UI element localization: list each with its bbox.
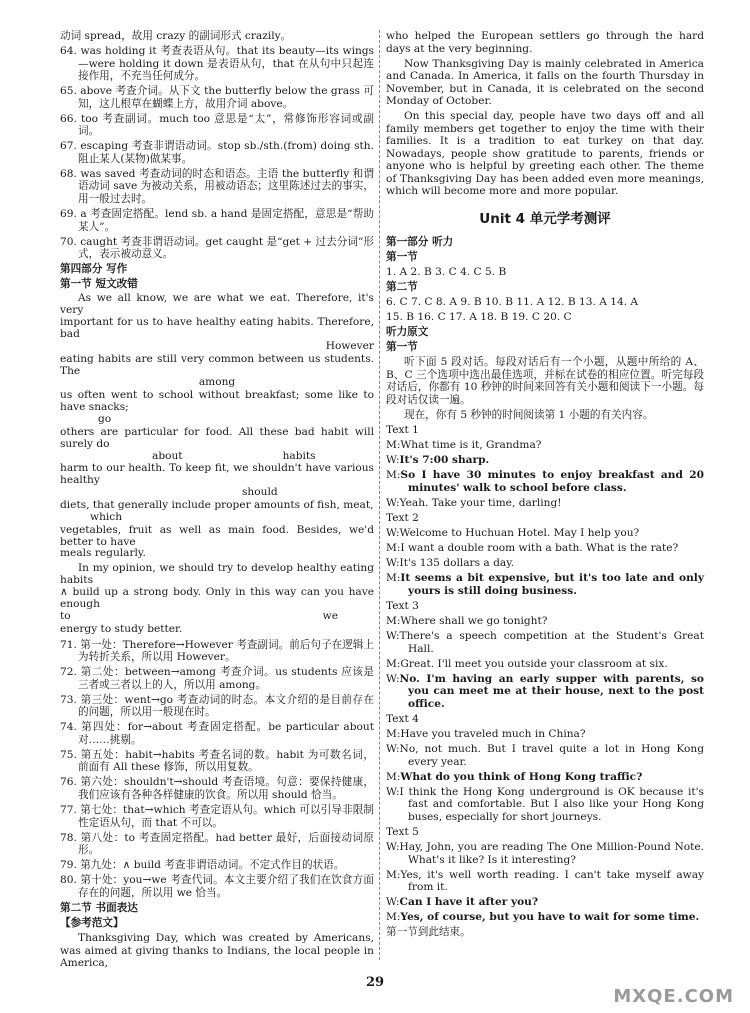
dialog-line: [386, 869, 704, 894]
speaker-label: M:: [386, 770, 401, 783]
speaker-label: W:: [386, 454, 400, 467]
speaker-label: W:: [386, 557, 400, 570]
dialog-line: [386, 542, 704, 555]
answer-65: 65. above 考查介词。从下文 the butterfly below the grass 可知，这儿根草在蝴蝶上方，故用介词 above。: [60, 85, 374, 110]
speaker-label: M:: [386, 657, 401, 670]
dialog-line: [386, 658, 704, 671]
answer-64: 64. was holding it 考查表语从句。that its beauty—its wings—were holding it down 是表语从句，that 在从句中只起连接作用，不充当任何成分。: [60, 45, 374, 83]
left-column: [60, 30, 374, 972]
dialog-line: [386, 557, 704, 570]
correction-mark: we: [322, 609, 338, 622]
section1-heading: 第一节 短文改错: [60, 278, 138, 291]
answer-68: 68. was saved 考查动词的时态和语态。主语 the butterfly 和谓语动词 save 为被动关系，用被动语态；这里陈述过去的事实，用一般过去时。: [60, 167, 374, 205]
essay-row: vegetables, fruit as well as main food. Besides, we'd better to have: [60, 523, 374, 548]
correction-mark: to: [60, 609, 71, 622]
text-label: Text 3: [386, 599, 419, 612]
essay-row: harm to our health. To keep fit, we shouldn't have various healthy: [60, 462, 374, 487]
section2-heading: 第二节: [386, 280, 418, 293]
essay-row: meals regularly.: [60, 547, 146, 560]
answer-74: 74. 第四处：for→about 考查固定搭配。be particular about 对……挑剔。: [60, 721, 374, 746]
answer-72: 72. 第二处：between→among 考查介词。us students 应该是三者或三者以上的人，所以用 among。: [60, 666, 374, 691]
speaker-label: W:: [386, 743, 400, 756]
correction-mark: about: [152, 449, 183, 462]
dialog-text: It's 7:00 sharp.: [399, 454, 490, 467]
dialog-text: Yes, of course, but you have to wait for some time.: [400, 911, 700, 924]
section2-heading: 第二节 书面表达: [60, 901, 138, 914]
section-end: 第一节到此结束。: [386, 926, 471, 939]
dialog-line: [386, 743, 704, 768]
part4-heading: 第四部分 写作: [60, 263, 128, 276]
answer-76: 76. 第六处：shouldn't→should 考查语境。句意：要保持健康，我们应该有各种各样健康的饮食。所以用 should 恰当。: [60, 776, 374, 801]
dialog-line: [386, 911, 704, 924]
dialog-line: [386, 469, 704, 494]
dialog-line: [386, 439, 704, 452]
dialog-line: [386, 673, 704, 711]
unit-title: Unit 4 单元学考测评: [479, 210, 611, 227]
dialog-text: What do you think of Hong Kong traffic?: [400, 770, 643, 783]
dialog-text: I want a double room with a bath. What is the rate?: [400, 542, 679, 555]
dialog-text: Yeah. Take your time, darling!: [399, 496, 562, 509]
correction-mark: However: [325, 339, 374, 352]
answer-71: 71. 第一处：Therefore→However 考查副词。前后句子在逻辑上为转折关系，所以用 However。: [60, 638, 374, 663]
essay-para: who helped the European settlers go through the hard days at the very beginning.: [386, 30, 704, 55]
dialog-line: [386, 896, 704, 909]
text-label: Text 2: [386, 512, 419, 525]
dialog-text: Yes, it's well worth reading. I can't take myself away from it.: [400, 868, 704, 894]
essay-row: diets, that generally include proper amounts of fish, meat,: [60, 499, 374, 512]
speaker-label: W:: [386, 496, 400, 509]
dialog-transcripts: [386, 424, 704, 924]
essay-row: eating habits are still very common between us students. The: [60, 352, 374, 377]
essay-row: In my opinion, we should try to develop healthy eating habits: [60, 562, 374, 587]
correction-mark: habits: [282, 449, 316, 462]
dialog-text: It's 135 dollars a day.: [399, 557, 515, 570]
dialog-line: [386, 786, 704, 824]
dialog-text: No, not much. But I travel quite a lot in Hong Kong every year.: [399, 743, 704, 768]
dialog-line: [386, 728, 704, 741]
instructions: 听下面 5 段对话。每段对话后有一个小题，从题中所给的 A、B、C 三个选项中选出最佳选项，并标在试卷的相应位置。听完每段对话后，你都有 10 秒钟的时间来回答有关小题和阅读下一小题。每段对话仅读一遍。: [386, 356, 704, 406]
dialog-text: Where shall we go tonight?: [400, 615, 548, 628]
essay-para: Now Thanksgiving Day is mainly celebrated in America and Canada. In America, it falls on the fourth Thursday in November, but in Canada, it is celebrated on the second Monday of October.: [386, 57, 704, 108]
answer-75: 75. 第五处：habit→habits 考查名词的数。habit 为可数名词，前面有 All these 修饰，所以用复数。: [60, 748, 374, 774]
speaker-label: M:: [386, 439, 401, 452]
text-label: Text 5: [386, 825, 419, 838]
answer-line: 动词 spread，故用 crazy 的副词形式 crazily。: [60, 30, 292, 42]
dialog-line: [386, 572, 704, 597]
page-number: 29: [365, 975, 385, 990]
speaker-label: M:: [386, 615, 401, 628]
transcript-heading: 听力原文: [386, 326, 429, 339]
dialog-line: [386, 454, 704, 467]
answer-67: 67. escaping 考查非谓语动词。stop sb./sth.(from) doing sth. 阻止某人(某物)做某事。: [60, 140, 374, 165]
speaker-label: M:: [386, 542, 401, 555]
dialog-line: [386, 630, 704, 655]
speaker-label: W:: [386, 527, 400, 540]
answer-73: 73. 第三处：went→go 考查动词的时态。本文介绍的是目前存在的问题，所以用一般现在时。: [60, 693, 374, 719]
speaker-label: M:: [386, 868, 401, 881]
section1-heading: 第一节: [386, 250, 418, 263]
answer-78: 78. 第八处：to 考查固定搭配。had better 最好，后面接动词原形。: [60, 831, 374, 857]
right-column: [386, 30, 704, 941]
dialog-text: Have you traveled much in China?: [400, 728, 586, 741]
section2-answers: 15. B 16. C 17. A 18. B 19. C 20. C: [386, 311, 572, 324]
correction-mark: which: [90, 510, 123, 523]
dialog-text: Great. I'll meet you outside your classroom at six.: [400, 657, 668, 670]
dialog-text: No. I'm having an early supper with parents, so you can meet me at their house, next to the post office.: [399, 672, 704, 710]
dialog-text: Welcome to Huchuan Hotel. May I help you?: [399, 527, 640, 540]
speaker-label: W:: [386, 896, 400, 909]
correction-mark: among: [198, 376, 236, 389]
essay-row: As we all know, we are what we eat. Therefore, it's very: [60, 292, 374, 317]
answer-70: 70. caught 考查非谓语动词。get caught 是“get + 过去分词”形式，表示被动意义。: [60, 235, 374, 261]
error-correction-essay: [60, 293, 374, 635]
dialog-line: [386, 615, 704, 628]
answer-66: 66. too 考查副词。much too 意思是“太”，常修饰形容词或副词。: [60, 112, 374, 138]
dialog-line: [386, 771, 704, 784]
text-label: Text 1: [386, 424, 419, 437]
text-label: Text 4: [386, 712, 419, 725]
essay-para: On this special day, people have two days off and all family members get together to enjoy the time with their families. It is a tradition to eat turkey on that day. Nowadays, people show gratitude to parents, friends or anyone who is helpful by greeting each other. The theme of Thanksgiving Day has been added even more meanings, which will become more and more popular.: [386, 110, 704, 198]
dialog-text: Hay, John, you are reading The One Million-Pound Note. What's it like? Is it interesting?: [399, 841, 704, 866]
dialog-line: [386, 841, 704, 866]
dialog-line: [386, 527, 704, 540]
answer-77: 77. 第七处：that→which 考查定语从句。which 可以引导非限制性定语从句，而 that 不可以。: [60, 804, 374, 829]
answer-80: 80. 第十处：you→we 考查代词。本文主要介绍了我们在饮食方面存在的问题，所以用 we 恰当。: [60, 874, 374, 899]
dialog-text: So I have 30 minutes to enjoy breakfast and 20 minutes' walk to school before class.: [400, 469, 704, 494]
essay-row: important for us to have healthy eating habits. Therefore, bad: [60, 316, 374, 341]
watermark-logo: MXQE.COM: [613, 985, 734, 1007]
answer-69: 69. a 考查固定搭配。lend sb. a hand 是固定搭配，意思是“帮助某人”。: [60, 208, 374, 233]
speaker-label: M:: [386, 572, 401, 585]
instructions: 现在，你有 5 秒钟的时间阅读第 1 小题的有关内容。: [404, 408, 654, 421]
speaker-label: M:: [386, 728, 401, 741]
dialog-text: There's a speech competition at the Student's Great Hall.: [399, 630, 704, 655]
speaker-label: M:: [386, 469, 401, 482]
section2-answers: 6. C 7. C 8. A 9. B 10. B 11. A 12. B 13. A 14. A: [386, 295, 639, 308]
dialog-text: Can I have it after you?: [399, 896, 539, 909]
part1-heading: 第一部分 听力: [386, 235, 454, 248]
speaker-label: W:: [386, 630, 400, 643]
essay-row: ∧ build up a strong body. Only in this way can you have enough: [60, 586, 374, 610]
dialog-line: [386, 497, 704, 510]
essay-row: us often went to school without breakfast; some like to have snacks;: [60, 389, 374, 414]
section1-answers: 1. A 2. B 3. C 4. C 5. B: [386, 265, 507, 278]
essay-row: energy to study better.: [60, 622, 183, 635]
correction-mark: should: [242, 486, 278, 499]
speaker-label: W:: [386, 785, 400, 798]
answer-79: 79. 第九处：∧ build 考查非谓语动词。不定式作目的状语。: [60, 859, 345, 872]
essay-row: others are particular for food. All these bad habit will surely do: [60, 425, 374, 450]
speaker-label: M:: [386, 911, 401, 924]
dialog-text: It seems a bit expensive, but it's too late and only yours is still doing business.: [400, 572, 704, 597]
correction-mark: go: [98, 413, 112, 426]
dialog-text: I think the Hong Kong underground is OK because it's fast and comfortable. But I also like your Hong Kong buses, especially for short journeys.: [399, 785, 704, 823]
reference-label: 【参考范文】: [60, 917, 124, 930]
speaker-label: W:: [386, 672, 400, 685]
transcript-section1: 第一节: [386, 341, 418, 354]
column-divider: [379, 30, 380, 960]
reference-text: Thanksgiving Day, which was created by Americans, was aimed at giving thanks to Indians, the local people in America,: [60, 932, 374, 970]
speaker-label: W:: [386, 841, 400, 854]
dialog-text: What time is it, Grandma?: [400, 439, 542, 452]
